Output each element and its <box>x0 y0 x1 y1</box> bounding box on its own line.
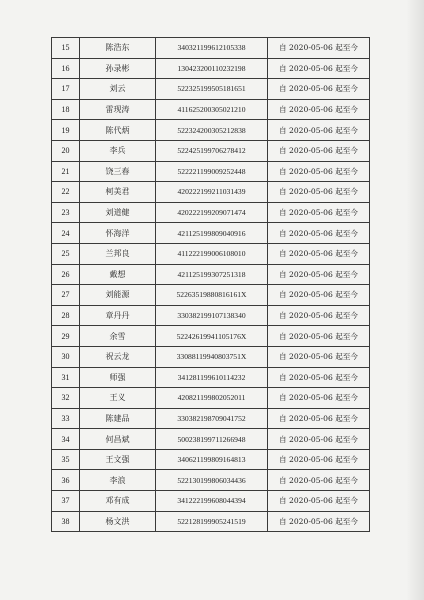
date-cell: 自 2020-05-06 起至今 <box>268 79 370 100</box>
table-row <box>52 223 370 244</box>
id-number-cell: 522325199505181651 <box>156 79 268 100</box>
row-number-cell: 27 <box>52 285 80 306</box>
row-number-cell: 15 <box>52 38 80 59</box>
table-row <box>52 388 370 409</box>
row-number-cell: 16 <box>52 58 80 79</box>
date-cell: 自 2020-05-06 起至今 <box>268 470 370 491</box>
date-cell: 自 2020-05-06 起至今 <box>268 285 370 306</box>
date-cell: 自 2020-05-06 起至今 <box>268 243 370 264</box>
name-cell: 兰邦良 <box>80 243 156 264</box>
row-number-cell: 23 <box>52 202 80 223</box>
id-number-cell: 341222199608044394 <box>156 491 268 512</box>
row-number-cell: 21 <box>52 161 80 182</box>
date-cell: 自 2020-05-06 起至今 <box>268 491 370 512</box>
table-row <box>52 511 370 532</box>
date-cell: 自 2020-05-06 起至今 <box>268 449 370 470</box>
table-row <box>52 243 370 264</box>
table-row <box>52 120 370 141</box>
table-row <box>52 58 370 79</box>
date-cell: 自 2020-05-06 起至今 <box>268 511 370 532</box>
id-number-cell: 340621199809164813 <box>156 449 268 470</box>
date-cell: 自 2020-05-06 起至今 <box>268 182 370 203</box>
id-number-cell: 522130199806034436 <box>156 470 268 491</box>
date-cell: 自 2020-05-06 起至今 <box>268 264 370 285</box>
name-cell: 怀海洋 <box>80 223 156 244</box>
name-cell: 王文强 <box>80 449 156 470</box>
row-number-cell: 22 <box>52 182 80 203</box>
registry-table <box>51 37 370 532</box>
table-row <box>52 99 370 120</box>
row-number-cell: 19 <box>52 120 80 141</box>
date-cell: 自 2020-05-06 起至今 <box>268 140 370 161</box>
table-row <box>52 346 370 367</box>
date-cell: 自 2020-05-06 起至今 <box>268 429 370 450</box>
id-number-cell: 522324200305212838 <box>156 120 268 141</box>
id-number-cell: 52263519880816161X <box>156 285 268 306</box>
date-cell: 自 2020-05-06 起至今 <box>268 367 370 388</box>
row-number-cell: 30 <box>52 346 80 367</box>
row-number-cell: 34 <box>52 429 80 450</box>
name-cell: 邓有成 <box>80 491 156 512</box>
name-cell: 戴想 <box>80 264 156 285</box>
name-cell: 饶三春 <box>80 161 156 182</box>
date-cell: 自 2020-05-06 起至今 <box>268 346 370 367</box>
date-cell: 自 2020-05-06 起至今 <box>268 99 370 120</box>
table-row <box>52 285 370 306</box>
id-number-cell: 522425199706278412 <box>156 140 268 161</box>
name-cell: 陈浩东 <box>80 38 156 59</box>
table-row <box>52 449 370 470</box>
row-number-cell: 37 <box>52 491 80 512</box>
name-cell: 余雪 <box>80 326 156 347</box>
table-row <box>52 264 370 285</box>
date-cell: 自 2020-05-06 起至今 <box>268 161 370 182</box>
id-number-cell: 411222199006108010 <box>156 243 268 264</box>
row-number-cell: 28 <box>52 305 80 326</box>
row-number-cell: 17 <box>52 79 80 100</box>
row-number-cell: 18 <box>52 99 80 120</box>
table-row <box>52 470 370 491</box>
row-number-cell: 35 <box>52 449 80 470</box>
date-cell: 自 2020-05-06 起至今 <box>268 326 370 347</box>
name-cell: 师强 <box>80 367 156 388</box>
row-number-cell: 36 <box>52 470 80 491</box>
id-number-cell: 421125199307251318 <box>156 264 268 285</box>
name-cell: 刘能源 <box>80 285 156 306</box>
id-number-cell: 420222199209071474 <box>156 202 268 223</box>
row-number-cell: 24 <box>52 223 80 244</box>
date-cell: 自 2020-05-06 起至今 <box>268 388 370 409</box>
row-number-cell: 38 <box>52 511 80 532</box>
name-cell: 刘云 <box>80 79 156 100</box>
date-cell: 自 2020-05-06 起至今 <box>268 120 370 141</box>
id-number-cell: 341281199610114232 <box>156 367 268 388</box>
id-number-cell: 411625200305021210 <box>156 99 268 120</box>
id-number-cell: 522128199905241519 <box>156 511 268 532</box>
date-cell: 自 2020-05-06 起至今 <box>268 202 370 223</box>
id-number-cell: 500238199711266948 <box>156 429 268 450</box>
table-row <box>52 491 370 512</box>
date-cell: 自 2020-05-06 起至今 <box>268 305 370 326</box>
id-number-cell: 52242619941105176X <box>156 326 268 347</box>
id-number-cell: 420821199802052011 <box>156 388 268 409</box>
date-cell: 自 2020-05-06 起至今 <box>268 223 370 244</box>
name-cell: 杨文洪 <box>80 511 156 532</box>
name-cell: 雷现涛 <box>80 99 156 120</box>
name-cell: 章丹丹 <box>80 305 156 326</box>
table-row <box>52 367 370 388</box>
date-cell: 自 2020-05-06 起至今 <box>268 58 370 79</box>
row-number-cell: 33 <box>52 408 80 429</box>
name-cell: 李兵 <box>80 140 156 161</box>
name-cell: 祝云龙 <box>80 346 156 367</box>
table-row <box>52 326 370 347</box>
table-row <box>52 429 370 450</box>
table-row <box>52 38 370 59</box>
id-number-cell: 421125199809040916 <box>156 223 268 244</box>
table-row <box>52 305 370 326</box>
name-cell: 孙录彬 <box>80 58 156 79</box>
row-number-cell: 26 <box>52 264 80 285</box>
id-number-cell: 522221199009252448 <box>156 161 268 182</box>
date-cell: 自 2020-05-06 起至今 <box>268 38 370 59</box>
id-number-cell: 340321199612105338 <box>156 38 268 59</box>
id-number-cell: 33088119940803751X <box>156 346 268 367</box>
name-cell: 何昌斌 <box>80 429 156 450</box>
row-number-cell: 20 <box>52 140 80 161</box>
row-number-cell: 31 <box>52 367 80 388</box>
table-row <box>52 202 370 223</box>
name-cell: 陈建品 <box>80 408 156 429</box>
date-cell: 自 2020-05-06 起至今 <box>268 408 370 429</box>
row-number-cell: 25 <box>52 243 80 264</box>
scan-shadow-edge <box>406 0 424 600</box>
name-cell: 刘道健 <box>80 202 156 223</box>
name-cell: 陈代炳 <box>80 120 156 141</box>
id-number-cell: 330382199107138340 <box>156 305 268 326</box>
id-number-cell: 130423200110232198 <box>156 58 268 79</box>
name-cell: 王义 <box>80 388 156 409</box>
id-number-cell: 330382198709041752 <box>156 408 268 429</box>
table-row <box>52 408 370 429</box>
table-row <box>52 182 370 203</box>
table-row <box>52 79 370 100</box>
row-number-cell: 32 <box>52 388 80 409</box>
id-number-cell: 420222199211031439 <box>156 182 268 203</box>
name-cell: 柯美君 <box>80 182 156 203</box>
name-cell: 李浪 <box>80 470 156 491</box>
table-row <box>52 161 370 182</box>
row-number-cell: 29 <box>52 326 80 347</box>
table-row <box>52 140 370 161</box>
registry-table-body <box>52 38 370 532</box>
